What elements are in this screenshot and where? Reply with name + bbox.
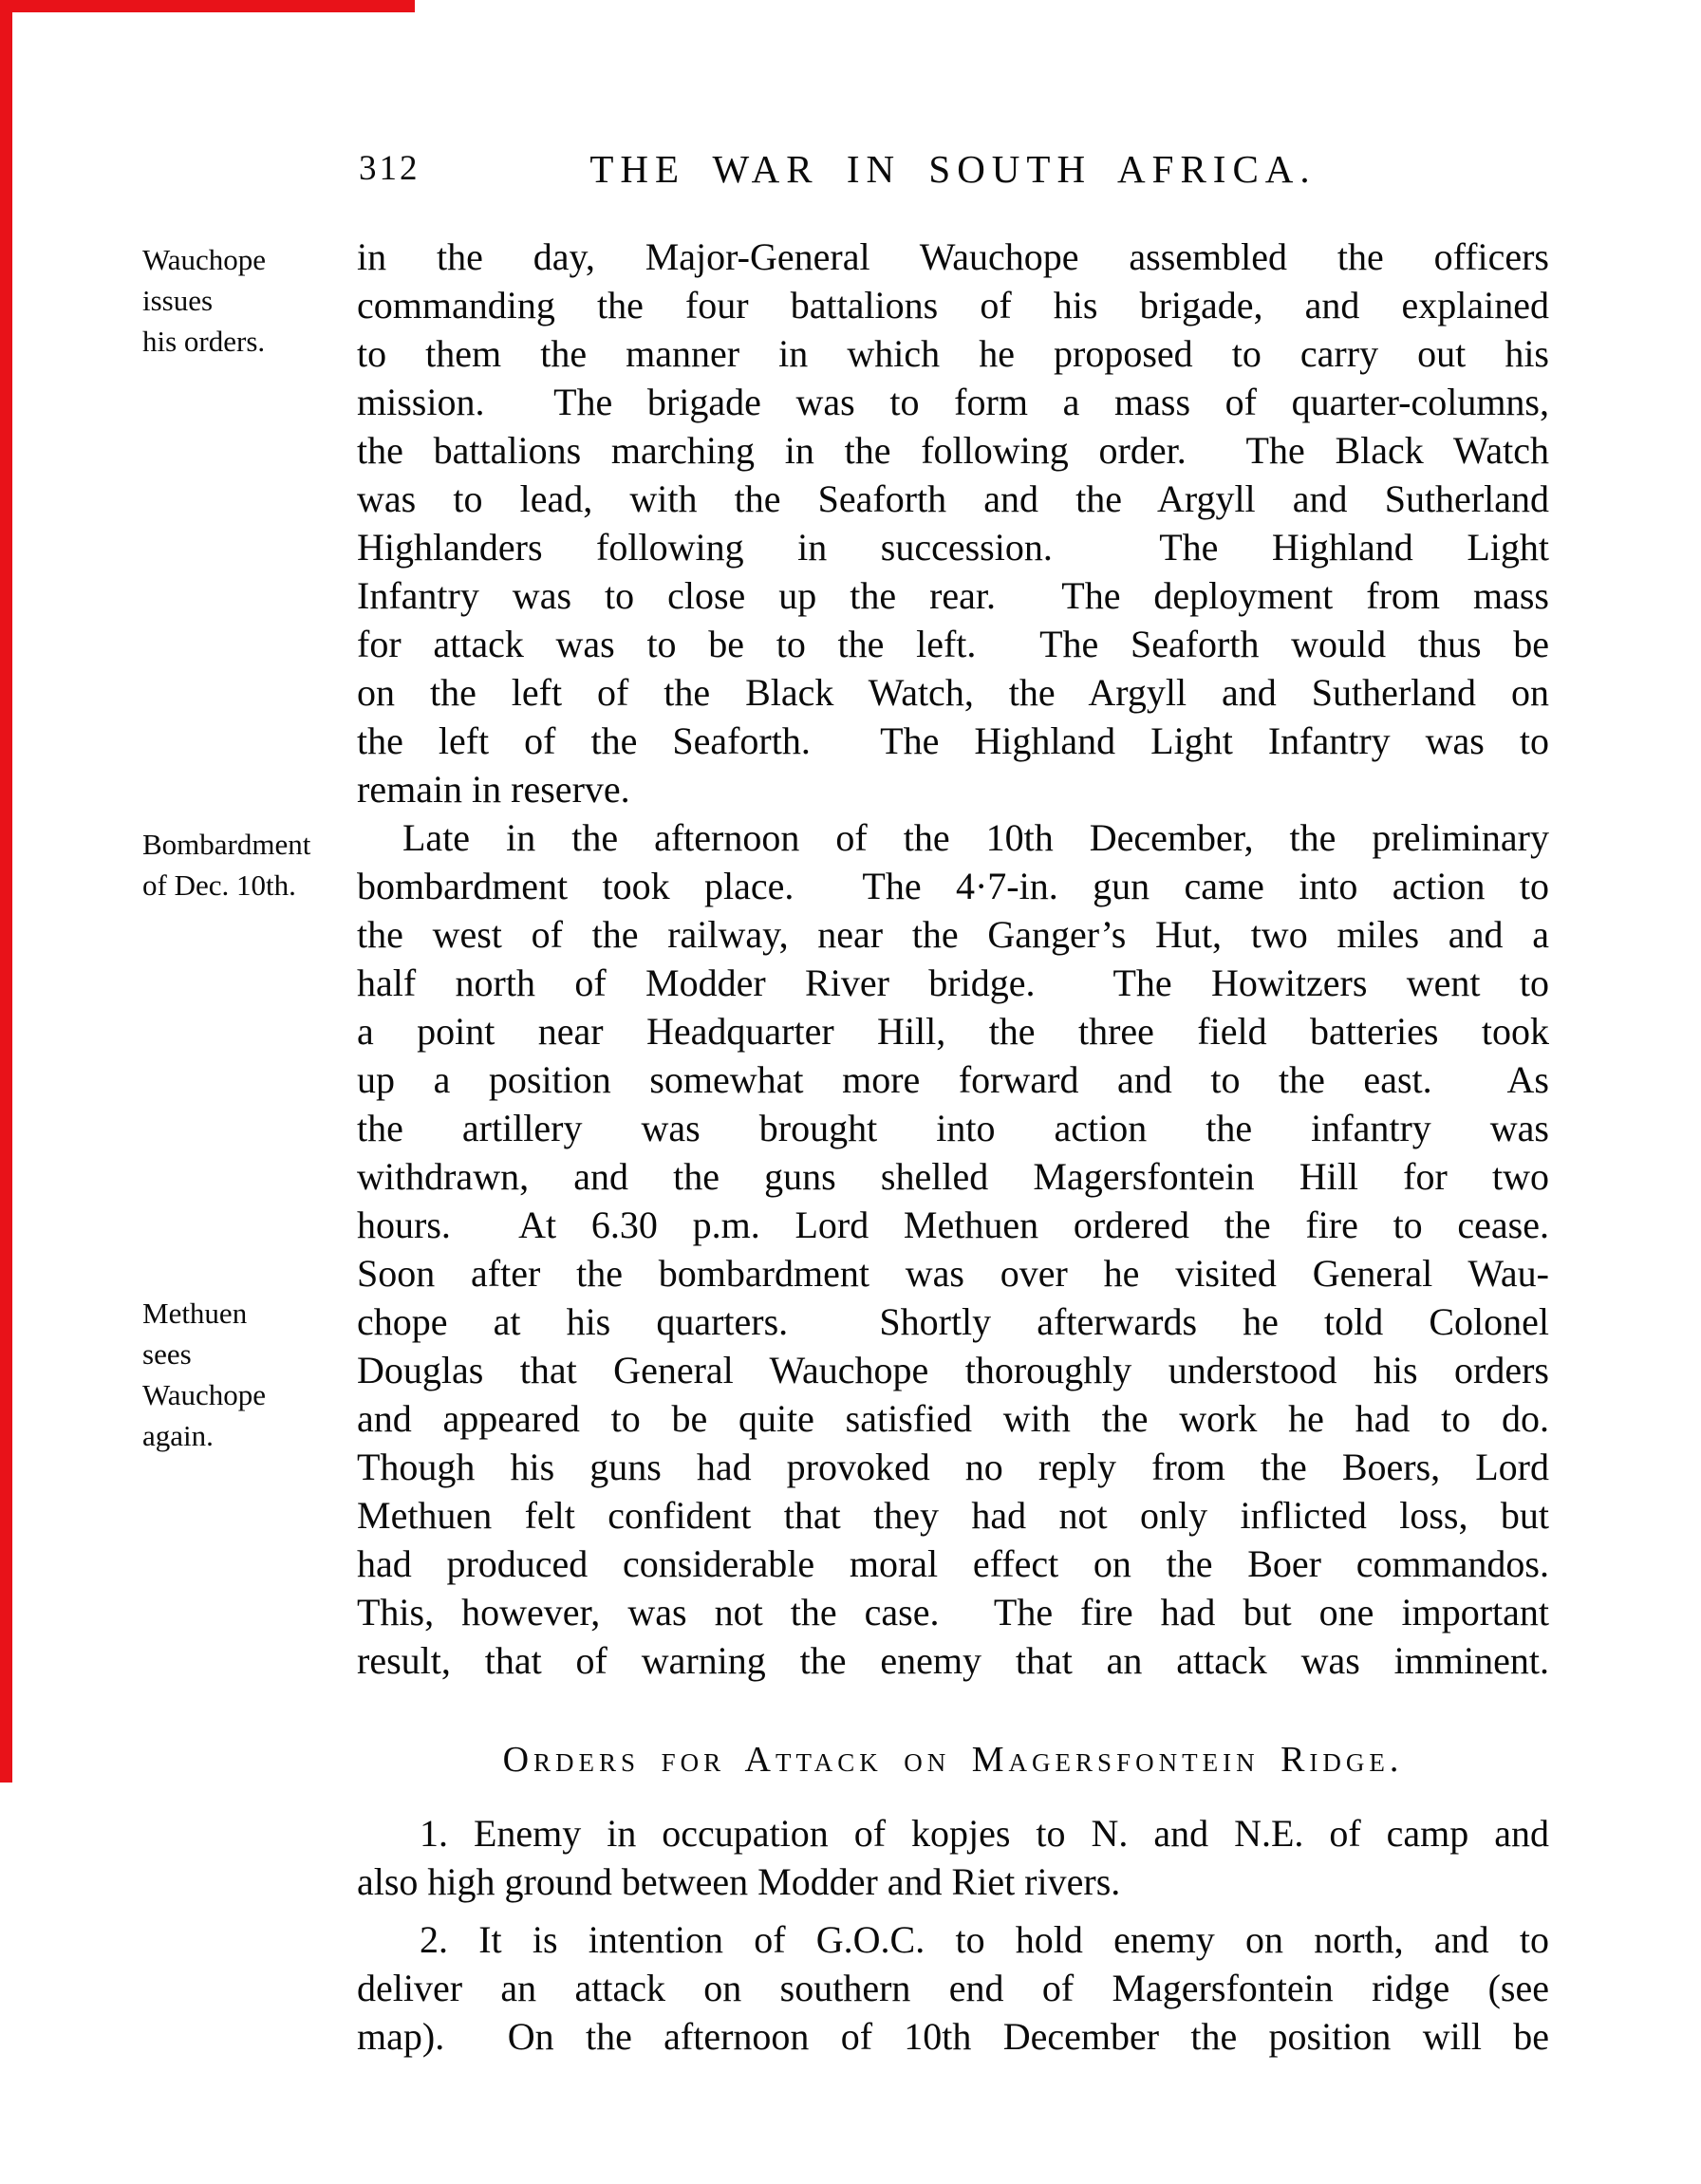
margin-note-line: sees (142, 1337, 192, 1371)
body-line: 1. Enemy in occupation of kopjes to N. and N.E. of camp and (420, 1812, 1549, 1855)
body-line: This, however, was not the case. The fire had but one important (357, 1591, 1549, 1633)
body-line: deliver an attack on southern end of Magersfontein ridge (see (357, 1967, 1549, 2009)
body-line: chope at his quarters. Shortly afterwards he told Colonel (357, 1300, 1549, 1343)
body-line: was to lead, with the Seaforth and the Argyll and Sutherland (357, 477, 1549, 520)
body-line: bombardment took place. The 4·7-in. gun came into action to (357, 865, 1549, 907)
margin-note-wauchope-orders (142, 239, 356, 362)
page-edge-top-bar (0, 0, 415, 12)
page-number: 312 (359, 149, 421, 188)
margin-note-line: issues (142, 284, 214, 317)
paragraph-wauchope-orders (357, 233, 1549, 813)
body-line: Highlanders following in succession. The Highland Light (357, 526, 1549, 569)
body-line: Late in the afternoon of the 10th December, the preliminary (402, 816, 1549, 859)
body-line: also high ground between Modder and Riet rivers. (357, 1860, 1121, 1903)
body-line: for attack was to be to the left. The Seaforth would thus be (357, 623, 1549, 665)
body-line: Douglas that General Wauchope thoroughly understood his orders (357, 1349, 1549, 1391)
margin-note-line: Wauchope (142, 243, 267, 276)
body-line: Methuen felt confident that they had not only inflicted loss, but (357, 1494, 1549, 1537)
body-line: Soon after the bombardment was over he visited General Wau- (357, 1252, 1549, 1295)
body-line: commanding the four battalions of his brigade, and explained (357, 284, 1549, 327)
body-line: the left of the Seaforth. The Highland Light Infantry was to (357, 719, 1549, 762)
margin-note-bombardment (142, 824, 356, 905)
margin-note-line: Wauchope (142, 1378, 267, 1411)
body-line: on the left of the Black Watch, the Argyll and Sutherland on (357, 671, 1549, 714)
margin-note-line: Bombardment (142, 828, 311, 861)
margin-note-line: his orders. (142, 325, 266, 358)
body-line: Though his guns had provoked no reply from the Boers, Lord (357, 1446, 1549, 1488)
margin-note-line: Methuen (142, 1297, 248, 1330)
margin-note-line: of Dec. 10th. (142, 868, 296, 902)
body-line: the west of the railway, near the Ganger’s Hut, two miles and a (357, 913, 1549, 956)
body-line: up a position somewhat more forward and to the east. As (357, 1058, 1549, 1101)
orders-item-1 (357, 1809, 1549, 1906)
body-line: 2. It is intention of G.O.C. to hold enemy on north, and to (420, 1918, 1549, 1961)
body-line: half north of Modder River bridge. The Howitzers went to (357, 961, 1549, 1004)
margin-note-methuen-sees-wauchope (142, 1293, 356, 1456)
paragraph-bombardment (357, 813, 1549, 1685)
body-line: result, that of warning the enemy that an attack was imminent. (357, 1639, 1549, 1682)
body-line: mission. The brigade was to form a mass of quarter-columns, (357, 381, 1549, 423)
body-line: had produced considerable moral effect on the Boer commandos. (357, 1542, 1549, 1585)
body-line: map). On the afternoon of 10th December the position will be (357, 2015, 1549, 2058)
body-line: withdrawn, and the guns shelled Magersfontein Hill for two (357, 1155, 1549, 1198)
running-head-title: THE WAR IN SOUTH AFRICA. (589, 147, 1317, 191)
body-line: remain in reserve. (357, 768, 630, 811)
page-edge-left-bar (0, 0, 12, 1783)
margin-note-line: again. (142, 1419, 214, 1452)
body-line: hours. At 6.30 p.m. Lord Methuen ordered the fire to cease. (357, 1204, 1549, 1246)
body-line: Infantry was to close up the rear. The deployment from mass (357, 574, 1549, 617)
body-line: a point near Headquarter Hill, the three field batteries took (357, 1010, 1549, 1053)
body-line: and appeared to be quite satisfied with the work he had to do. (357, 1397, 1549, 1440)
main-text-column (357, 233, 1549, 2061)
section-heading-orders-for-attack: Orders for Attack on Magersfontein Ridge. (502, 1740, 1404, 1780)
orders-item-2 (357, 1915, 1549, 2061)
body-line: to them the manner in which he proposed to carry out his (357, 332, 1549, 375)
body-line: the battalions marching in the following order. The Black Watch (357, 429, 1549, 472)
body-line: in the day, Major-General Wauchope assembled the officers (357, 235, 1549, 278)
body-line: the artillery was brought into action the infantry was (357, 1107, 1549, 1149)
